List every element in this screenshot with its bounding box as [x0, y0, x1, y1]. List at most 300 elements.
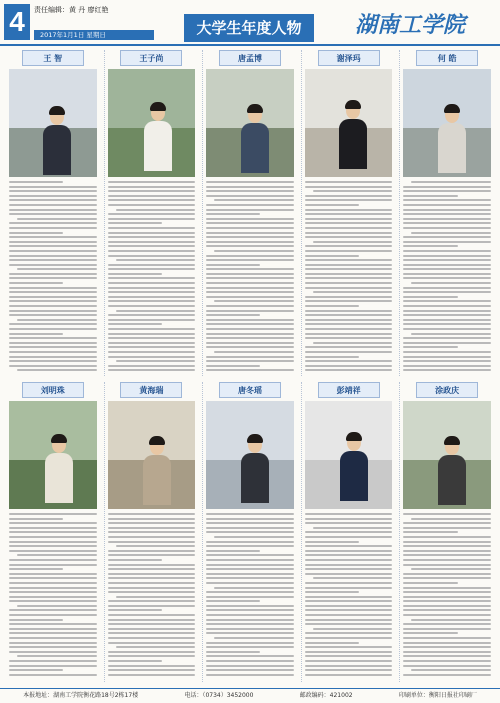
text-line [9, 282, 63, 284]
text-line [108, 232, 196, 234]
profile-card [6, 50, 100, 376]
text-line [9, 559, 97, 561]
profile-body-text [403, 181, 491, 371]
text-line [305, 181, 393, 183]
text-line [108, 300, 196, 302]
text-line [108, 573, 196, 575]
text-line [411, 181, 491, 183]
text-line [305, 545, 393, 547]
text-line [305, 573, 393, 575]
profiles-row-top [6, 50, 494, 376]
text-line [206, 323, 294, 325]
text-line [9, 181, 63, 183]
text-line [206, 623, 294, 625]
text-line [9, 545, 97, 547]
text-line [403, 204, 491, 206]
text-line [305, 587, 393, 589]
text-line [9, 660, 97, 662]
text-line [305, 250, 393, 252]
editor-line: 责任编辑：黄 丹 廖红艳 [34, 6, 109, 14]
text-line [313, 342, 393, 344]
text-line [305, 605, 393, 607]
text-line [9, 531, 97, 533]
text-line [206, 181, 294, 183]
profile-body-text [9, 181, 97, 371]
text-line [206, 333, 294, 335]
footer-address: 本报地址：湖南工学院衡花路18号2栋17楼 [23, 692, 139, 699]
text-line [206, 337, 294, 339]
text-line [9, 550, 97, 552]
text-line [116, 259, 196, 261]
text-line [305, 232, 393, 234]
text-line [108, 591, 196, 593]
text-line [9, 591, 97, 593]
text-line [206, 209, 294, 211]
text-line [403, 655, 491, 657]
text-line [411, 232, 491, 234]
text-line [403, 660, 491, 662]
text-line [9, 209, 97, 211]
text-line [305, 518, 393, 520]
text-line [403, 531, 457, 533]
text-line [206, 365, 260, 367]
text-line [108, 623, 196, 625]
newspaper-name: 湖南工学院 [354, 12, 465, 38]
text-line [108, 333, 196, 335]
text-line [17, 554, 97, 556]
text-line [9, 186, 97, 188]
text-line [9, 342, 97, 344]
text-line [9, 646, 97, 648]
text-line [403, 328, 491, 330]
text-line [411, 568, 491, 570]
text-line [403, 209, 491, 211]
text-line [403, 255, 491, 257]
text-line [403, 199, 491, 201]
text-line [108, 577, 196, 579]
text-line [403, 513, 491, 515]
profile-name: 黄海瑞 [120, 382, 182, 398]
text-line [305, 346, 393, 348]
text-line [313, 190, 393, 192]
text-line [108, 568, 196, 570]
text-line [108, 531, 196, 533]
text-line [108, 190, 196, 192]
text-line [108, 291, 196, 293]
profile-photo [9, 401, 97, 509]
text-line [206, 255, 294, 257]
text-line [403, 337, 491, 339]
text-line [403, 195, 457, 197]
text-line [9, 296, 97, 298]
text-line [9, 236, 97, 238]
text-line [9, 600, 97, 602]
text-line [403, 536, 491, 538]
text-line [9, 323, 97, 325]
text-line [403, 346, 457, 348]
text-line [108, 587, 196, 589]
text-line [206, 296, 294, 298]
text-line [108, 356, 196, 358]
profile-card [301, 382, 396, 682]
text-line [305, 351, 393, 353]
text-line [9, 190, 97, 192]
text-line [403, 573, 491, 575]
text-line [403, 277, 491, 279]
text-line [206, 674, 294, 676]
text-line [305, 541, 359, 543]
text-line [9, 250, 97, 252]
text-line [313, 628, 393, 630]
text-line [403, 642, 491, 644]
profile-card [104, 382, 199, 682]
text-line [9, 541, 97, 543]
text-line [9, 351, 97, 353]
text-line [305, 213, 393, 215]
text-line [9, 241, 97, 243]
text-line [206, 628, 294, 630]
text-line [206, 195, 294, 197]
text-line [108, 614, 196, 616]
text-line [206, 582, 294, 584]
text-line [305, 236, 393, 238]
text-line [403, 559, 491, 561]
text-line [305, 259, 393, 261]
text-line [108, 541, 196, 543]
profile-photo [305, 69, 393, 177]
text-line [206, 342, 294, 344]
footer [0, 690, 500, 702]
text-line [206, 356, 294, 358]
text-line [305, 536, 393, 538]
text-line [206, 273, 294, 275]
text-line [403, 527, 491, 529]
text-line [403, 323, 491, 325]
text-line [108, 554, 196, 556]
text-line [206, 522, 294, 524]
text-line [9, 199, 97, 201]
text-line [108, 513, 196, 515]
text-line [9, 255, 97, 257]
text-line [108, 319, 196, 321]
text-line [206, 541, 294, 543]
text-line [206, 527, 294, 529]
text-line [206, 222, 294, 224]
text-line [9, 365, 97, 367]
text-line [403, 310, 491, 312]
text-line [9, 314, 97, 316]
text-line [305, 209, 393, 211]
text-line [403, 296, 457, 298]
text-line [206, 287, 294, 289]
text-line [206, 632, 294, 634]
text-line [403, 554, 491, 556]
profile-photo [9, 69, 97, 177]
text-line [305, 564, 393, 566]
text-line [403, 605, 491, 607]
text-line [206, 605, 294, 607]
text-line [9, 596, 97, 598]
text-line [9, 623, 97, 625]
text-line [305, 255, 359, 257]
text-line [9, 513, 97, 515]
text-line [108, 660, 162, 662]
text-line [206, 655, 294, 657]
text-line [9, 227, 97, 229]
text-line [108, 328, 196, 330]
text-line [206, 609, 294, 611]
text-line [305, 227, 393, 229]
text-line [305, 568, 393, 570]
text-line [108, 522, 196, 524]
text-line [206, 186, 294, 188]
text-line [403, 287, 491, 289]
text-line [108, 628, 196, 630]
text-line [403, 591, 491, 593]
text-line [305, 554, 393, 556]
text-line [9, 665, 97, 667]
text-line [206, 619, 294, 621]
text-line [305, 323, 393, 325]
text-line [108, 282, 196, 284]
text-line [403, 564, 491, 566]
text-line [108, 605, 196, 607]
text-line [214, 637, 294, 639]
text-line [206, 554, 294, 556]
text-line [305, 282, 393, 284]
text-line [9, 291, 97, 293]
text-line [9, 577, 97, 579]
text-line [116, 310, 196, 312]
text-line [313, 527, 393, 529]
text-line [206, 227, 294, 229]
text-line [305, 669, 393, 671]
text-line [206, 531, 294, 533]
text-line [108, 323, 162, 325]
text-line [305, 314, 393, 316]
text-line [305, 365, 393, 367]
text-line [206, 314, 260, 316]
text-line [9, 587, 97, 589]
text-line [206, 665, 294, 667]
text-line [403, 637, 491, 639]
text-line [108, 609, 162, 611]
text-line [305, 328, 393, 330]
text-line [108, 637, 196, 639]
text-line [411, 619, 491, 621]
text-line [305, 218, 393, 220]
text-line [305, 264, 393, 266]
text-line [9, 259, 97, 261]
profile-photo [305, 401, 393, 509]
text-line [403, 342, 491, 344]
text-line [9, 619, 63, 621]
text-line [305, 522, 393, 524]
text-line [305, 609, 393, 611]
text-line [403, 596, 491, 598]
text-line [108, 619, 196, 621]
profile-photo [403, 401, 491, 509]
text-line [305, 632, 393, 634]
profile-body-text [206, 181, 294, 371]
text-line [305, 591, 359, 593]
text-line [206, 218, 294, 220]
text-line [305, 369, 393, 371]
text-line [403, 587, 491, 589]
text-line [9, 609, 97, 611]
profiles-row-bottom [6, 382, 494, 682]
text-line [9, 628, 97, 630]
text-line [9, 573, 97, 575]
text-line [206, 545, 294, 547]
text-line [9, 232, 63, 234]
text-line [305, 305, 359, 307]
text-line [403, 190, 491, 192]
text-line [206, 328, 294, 330]
text-line [108, 213, 196, 215]
text-line [305, 637, 393, 639]
profile-body-text [108, 181, 196, 371]
profile-name: 何 皓 [416, 50, 478, 66]
text-line [403, 227, 491, 229]
text-line [206, 360, 294, 362]
profile-card [399, 382, 494, 682]
text-line [305, 337, 393, 339]
text-line [108, 314, 196, 316]
text-line [403, 218, 491, 220]
text-line [305, 222, 393, 224]
text-line [9, 328, 97, 330]
text-line [305, 614, 393, 616]
profile-name: 唐冬瑶 [219, 382, 281, 398]
footer-rule [0, 688, 500, 689]
text-line [403, 245, 457, 247]
text-line [403, 674, 491, 676]
text-line [305, 245, 393, 247]
text-line [403, 319, 491, 321]
text-line [403, 241, 491, 243]
text-line [9, 582, 97, 584]
text-line [403, 614, 491, 616]
text-line [206, 232, 294, 234]
text-line [206, 305, 294, 307]
text-line [108, 642, 196, 644]
text-line [9, 527, 97, 529]
text-line [411, 518, 491, 520]
text-line [108, 600, 196, 602]
text-line [403, 582, 457, 584]
text-line [214, 351, 294, 353]
text-line [9, 637, 97, 639]
text-line [108, 199, 196, 201]
text-line [108, 227, 196, 229]
text-line [305, 623, 393, 625]
text-line [411, 282, 491, 284]
profile-card [399, 50, 494, 376]
text-line [108, 536, 196, 538]
text-line [9, 518, 63, 520]
text-line [305, 642, 359, 644]
text-line [17, 605, 97, 607]
text-line [108, 264, 196, 266]
text-line [108, 669, 196, 671]
date-line: 2017年1月1日 星期日 [34, 30, 154, 40]
text-line [206, 614, 294, 616]
text-line [108, 559, 162, 561]
profile-photo [403, 69, 491, 177]
text-line [403, 268, 491, 270]
text-line [403, 236, 491, 238]
profile-photo [206, 401, 294, 509]
text-line [116, 646, 196, 648]
text-line [9, 277, 97, 279]
text-line [108, 337, 196, 339]
text-line [403, 623, 491, 625]
text-line [9, 614, 97, 616]
text-line [9, 333, 63, 335]
text-line [108, 632, 196, 634]
text-line [108, 351, 196, 353]
text-line [17, 268, 97, 270]
text-line [17, 369, 97, 371]
footer-printer: 印刷单位：衡阳日报社印刷厂 [398, 692, 477, 699]
text-line [108, 245, 196, 247]
text-line [305, 646, 393, 648]
text-line [403, 646, 491, 648]
text-line [206, 513, 294, 515]
text-line [305, 300, 393, 302]
text-line [108, 186, 196, 188]
text-line [206, 550, 260, 552]
profile-name: 王 智 [22, 50, 84, 66]
text-line [108, 365, 196, 367]
text-line [305, 665, 393, 667]
text-line [206, 319, 294, 321]
text-line [305, 619, 393, 621]
text-line [305, 559, 393, 561]
text-line [9, 669, 63, 671]
text-line [206, 346, 294, 348]
text-line [206, 651, 260, 653]
text-line [206, 646, 294, 648]
text-line [313, 291, 393, 293]
text-line [305, 582, 393, 584]
text-line [17, 218, 97, 220]
text-line [9, 195, 97, 197]
text-line [305, 674, 393, 676]
text-line [403, 259, 491, 261]
text-line [206, 564, 294, 566]
text-line [206, 277, 294, 279]
text-line [108, 277, 196, 279]
text-line [206, 282, 294, 284]
text-line [9, 305, 97, 307]
text-line [9, 204, 97, 206]
text-line [108, 204, 196, 206]
text-line [206, 241, 294, 243]
text-line [305, 596, 393, 598]
profile-name: 唐孟博 [219, 50, 281, 66]
text-line [206, 660, 294, 662]
text-line [214, 587, 294, 589]
text-line [108, 218, 196, 220]
text-line [206, 591, 294, 593]
profile-body-text [403, 513, 491, 676]
text-line [403, 264, 491, 266]
text-line [206, 369, 294, 371]
page-number: 4 [4, 4, 30, 40]
profile-card [202, 382, 297, 682]
